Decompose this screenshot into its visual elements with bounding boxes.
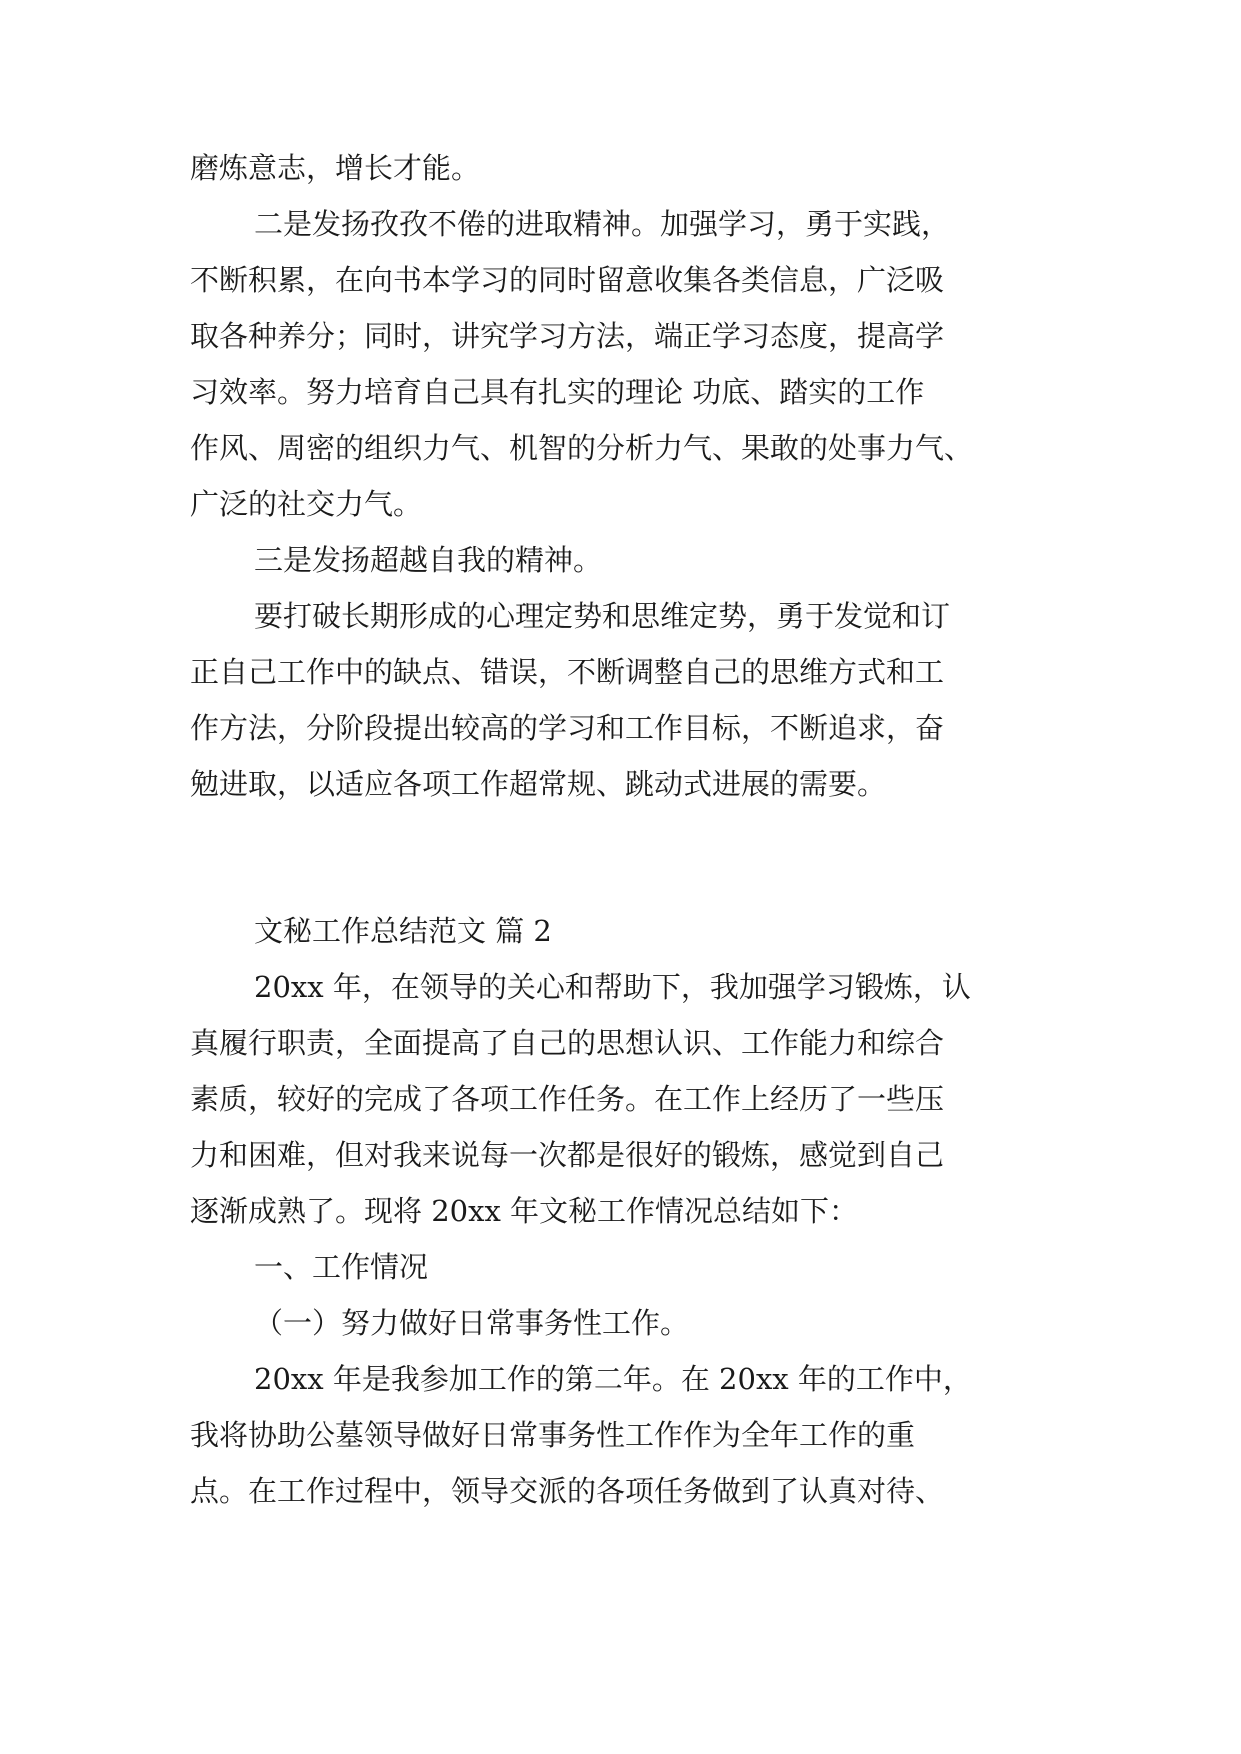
text-line: 逐渐成熟了。现将 20xx 年文秘工作情况总结如下： [190, 1194, 859, 1228]
text-line: 真履行职责，全面提高了自己的思想认识、工作能力和综合 [190, 1026, 945, 1060]
text-line: 广泛的社交力气。 [190, 487, 423, 521]
text-line: 要打破长期形成的心理定势和思维定势，勇于发觉和订 [254, 599, 951, 633]
text-line: 正自己工作中的缺点、错误，不断调整自己的思维方式和工 [190, 655, 945, 689]
text-line: 三是发扬超越自我的精神。 [254, 543, 603, 577]
text-line: 力和困难，但对我来说每一次都是很好的锻炼，感觉到自己 [190, 1138, 945, 1172]
text-line: 作方法，分阶段提出较高的学习和工作目标，不断追求，奋 [190, 711, 945, 745]
text-line: 20xx 年，在领导的关心和帮助下，我加强学习锻炼，认 [254, 970, 971, 1004]
text-line: 勉进取，以适应各项工作超常规、跳动式进展的需要。 [190, 767, 887, 801]
text-line: 作风、周密的组织力气、机智的分析力气、果敢的处事力气、 [190, 431, 974, 465]
text-line: 磨炼意志，增长才能。 [190, 151, 481, 185]
text-line: 习效率。努力培育自己具有扎实的理论 功底、踏实的工作 [190, 375, 925, 409]
text-line: 点。在工作过程中，领导交派的各项任务做到了认真对待、 [190, 1474, 945, 1508]
subheading: （一）努力做好日常事务性工作。 [254, 1306, 690, 1340]
text-line: 二是发扬孜孜不倦的进取精神。加强学习，勇于实践， [254, 207, 951, 241]
text-line: 我将协助公墓领导做好日常事务性工作作为全年工作的重 [190, 1418, 916, 1452]
text-line: 不断积累，在向书本学习的同时留意收集各类信息，广泛吸 [190, 263, 945, 297]
text-line: 取各种养分；同时，讲究学习方法，端正学习态度，提高学 [190, 319, 945, 353]
section-heading: 文秘工作总结范文 篇 2 [254, 914, 552, 948]
subheading: 一、工作情况 [254, 1250, 429, 1284]
text-line: 20xx 年是我参加工作的第二年。在 20xx 年的工作中， [254, 1362, 972, 1396]
text-line: 素质，较好的完成了各项工作任务。在工作上经历了一些压 [190, 1082, 945, 1116]
